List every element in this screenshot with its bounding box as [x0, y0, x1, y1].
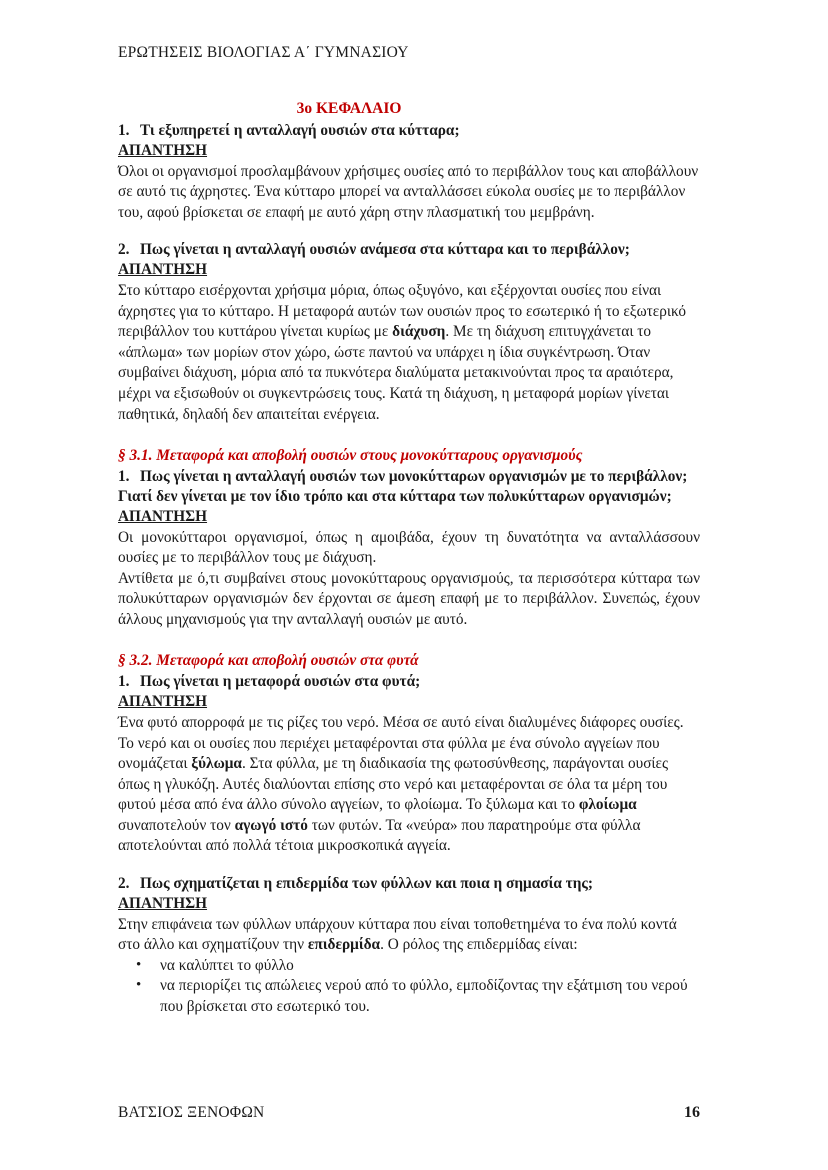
answer-label-4-wrap: [118, 692, 700, 713]
spacer: [118, 223, 700, 240]
answer-4-segment-4: των φυτών. Τα «νεύρα» που παρατηρούμε στα φύλλα αποτελούνται από πολλά τέτοια μικροσκοπικά αγγεία.: [118, 816, 641, 855]
answer-label: ΑΠΑΝΤΗΣΗ: [118, 894, 208, 912]
chapter-title: 3ο ΚΕΦΑΛΑΙΟ: [296, 100, 402, 117]
answer-5-segment-2: . Ο ρόλος της επιδερμίδας είναι:: [380, 936, 578, 954]
question-2-text: Πως γίνεται η ανταλλαγή ουσιών ανάμεσα στα κύτταρα και το περιβάλλον;: [140, 241, 630, 259]
section-3-2-question-2-number: 2.: [118, 875, 130, 892]
section-3-1-question-1-heading: [118, 467, 700, 507]
spacer: [118, 425, 700, 446]
spacer: [118, 857, 700, 874]
list-item: • να περιορίζει τις απώλειες νερού από το φύλλο, εμποδίζοντας την εξάτμιση του νερού που βρίσκεται στο εσωτερικό του.: [136, 976, 700, 1017]
epidermis-role-list: [118, 956, 700, 1018]
answer-label: ΑΠΑΝΤΗΣΗ: [118, 507, 208, 525]
question-1-answer: Όλοι οι οργανισμοί προσλαμβάνουν χρήσιμες ουσίες από το περιβάλλον τους και αποβάλλουν σε αυτό τις άχρηστες. Ένα κύτταρο μπορεί να ανταλλάσσει εύκολα ουσίες με το περιβάλλον του, αφού βρίσκεται σε επαφή με αυτό χάρη στην πλασματική του μεμβράνη.: [118, 162, 699, 221]
answer-label: ΑΠΑΝΤΗΣΗ: [118, 693, 208, 711]
answer-2-segment-1: Στο κύτταρο εισέρχονται χρήσιμα μόρια, όπως οξυγόνο, και εξέρχονται ουσίες που είναι άχρηστες για το κύτταρο. Η μεταφορά αυτών των ουσιών προς το εσωτερικό ή το εξωτερικό περιβάλλον του κυττάρου γίνεται κυρίως με: [118, 282, 686, 341]
answer-label: ΑΠΑΝΤΗΣΗ: [118, 141, 208, 159]
section-3-2-question-2-heading: [118, 874, 700, 894]
section-3-1-question-1-text: Πως γίνεται η ανταλλαγή ουσιών των μονοκύτταρων οργανισμών με το περιβάλλον; Γιατί δεν γίνεται με τον ίδιο τρόπο και στα κύτταρα των πολυκύτταρων οργανισμών;: [118, 468, 688, 505]
answer-5-segment-1: Στην επιφάνεια των φύλλων υπάρχουν κύτταρα που είναι τοποθετημένα το ένα πολύ κοντά στο άλλο και σχηματίζουν την: [118, 915, 677, 954]
section-3-2-question-1-answer: [118, 713, 700, 857]
section-3-2-question-1-text: Πως γίνεται η μεταφορά ουσιών στα φυτά;: [140, 673, 421, 691]
section-heading-3-1: § 3.1. Μεταφορά και αποβολή ουσιών στους μονοκύτταρους οργανισμούς: [118, 447, 583, 465]
question-1-heading: [118, 121, 700, 141]
answer-label-5-wrap: [118, 894, 700, 915]
answer-label-1-wrap: [118, 141, 700, 162]
question-2-number: 2.: [118, 241, 130, 259]
answer-2-segment-2: . Με τη διάχυση επιτυγχάνεται το «άπλωμα» των μορίων στον χώρο, ώστε παντού να υπάρχει η ίδια συγκέντρωση. Όταν συμβαίνει διάχυση, μόρια από τα πυκνότερα διαλύματα μετακινούνται προς τα αραιότερα, μέχρι να εξισωθούν οι συγκεντρώσεις τους. Κατά τη διάχυση, η μεταφορά μορίων γίνεται παθητικά, δηλαδή δεν απαιτείται ενέργεια.: [118, 323, 674, 423]
question-2-heading: [118, 240, 700, 260]
section-3-1-question-1-number: 1.: [118, 468, 130, 485]
section-3-2-question-1-number: 1.: [118, 673, 130, 691]
section-heading-3-2: § 3.2. Μεταφορά και αποβολή ουσιών στα φυτά: [118, 652, 419, 670]
term-floioma: φλοίωμα: [578, 796, 637, 814]
term-diachysi: διάχυση: [392, 323, 446, 341]
question-2-answer: [118, 281, 700, 425]
section-3-2-question-1-heading: [118, 672, 700, 692]
question-1-number: 1.: [118, 122, 130, 139]
list-item: • να καλύπτει το φύλλο: [136, 956, 700, 977]
term-agogos-istos: αγωγό ιστό: [234, 816, 308, 834]
question-1-text: Τι εξυπηρετεί η ανταλλαγή ουσιών στα κύτταρα;: [140, 122, 460, 139]
section-3-2-question-2-text: Πως σχηματίζεται η επιδερμίδα των φύλλων και ποια η σημασία της;: [140, 875, 593, 892]
section-3-2-question-2-answer: [118, 915, 700, 956]
answer-4-segment-3: συναποτελούν τον: [118, 816, 235, 834]
spacer: [118, 630, 700, 651]
answer-label: ΑΠΑΝΤΗΣΗ: [118, 261, 208, 279]
section-3-1-answer-paragraph-2: Αντίθετα με ό,τι συμβαίνει στους μονοκύτταρους οργανισμούς, τα περισσότερα κύτταρα των πολυκύτταρων οργανισμών δεν έρχονται σε άμεση επαφή με το περιβάλλον. Συνεπώς, έχουν άλλους μηχανισμούς για την ανταλλαγή ουσιών με αυτό.: [118, 569, 700, 628]
page-footer: [118, 1104, 700, 1122]
term-xyloma: ξύλωμα: [191, 755, 242, 773]
footer-page-number: 16: [684, 1104, 700, 1121]
term-epidermida: επιδερμίδα: [307, 936, 381, 954]
answer-label-3-wrap: [118, 507, 700, 528]
answer-4-segment-2: . Στα φύλλα, με τη διαδικασία της φωτοσύνθεσης, παράγονται ουσίες όπως η γλυκόζη. Αυτές διαλύονται επίσης στο νερό και μεταφέρονται σε όλα τα μέρη του φυτού μέσα από ένα άλλο σύνολο αγγείων, το φλοίωμα. Το ξύλωμα και το: [118, 755, 669, 814]
answer-4-segment-1: Ένα φυτό απορροφά με τις ρίζες του νερό. Μέσα σε αυτό είναι διαλυμένες διάφορες ουσίες. Το νερό και οι ουσίες που περιέχει μεταφέρονται στα φύλλα με ένα σύνολο αγγείων που ονομάζεται: [118, 714, 684, 773]
running-head: ΕΡΩΤΗΣΕΙΣ ΒΙΟΛΟΓΙΑΣ Α΄ ΓΥΜΝΑΣΙΟΥ: [118, 44, 409, 61]
footer-author: ΒΑΤΣΙΟΣ ΞΕΝΟΦΩΝ: [118, 1104, 265, 1121]
section-3-1-answer-paragraph-1: Οι μονοκύτταροι οργανισμοί, όπως η αμοιβάδα, έχουν τη δυνατότητα να ανταλλάσσουν ουσίες με το περιβάλλον τους με διάχυση.: [118, 528, 700, 567]
answer-label-2-wrap: [118, 260, 700, 281]
